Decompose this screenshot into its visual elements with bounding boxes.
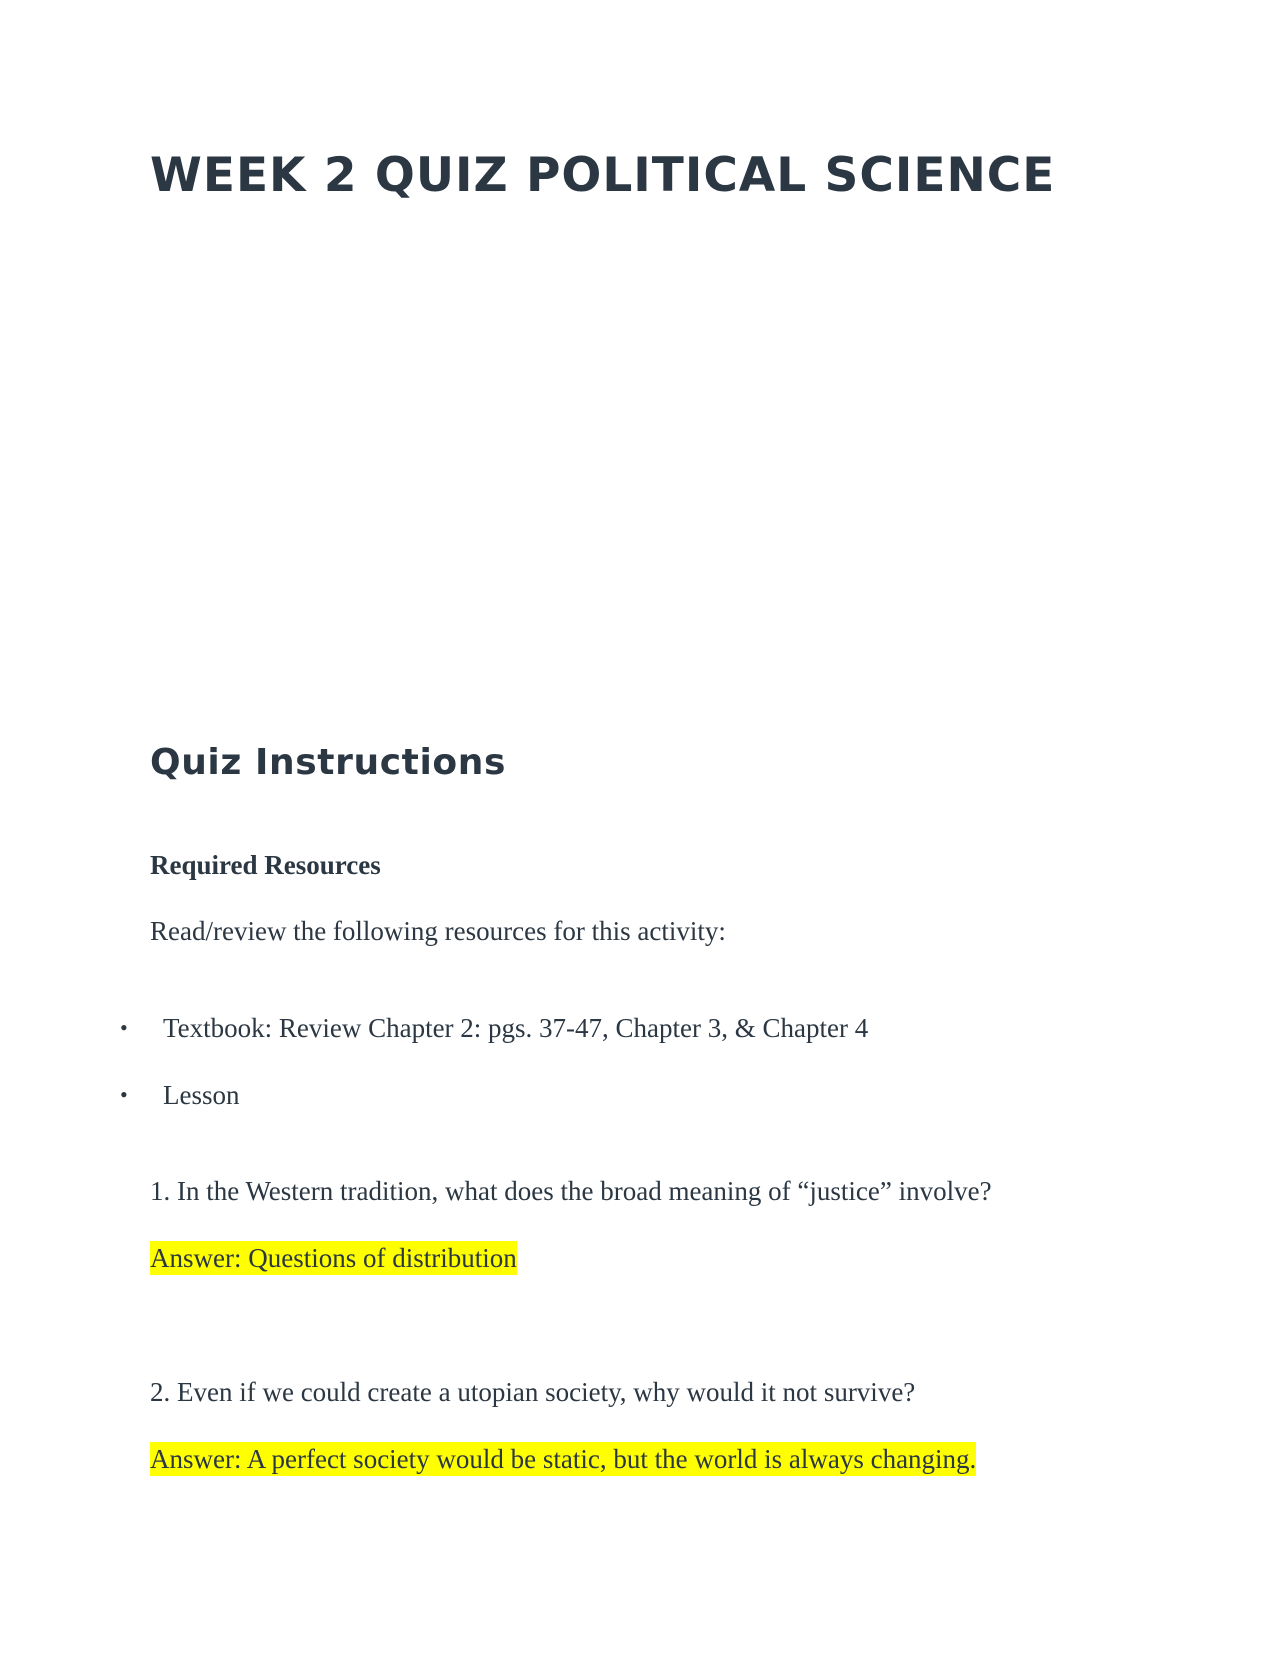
resource-text: Lesson [163, 1080, 240, 1110]
subheading-required-resources: Required Resources [150, 850, 381, 880]
document-title: WEEK 2 QUIZ POLITICAL SCIENCE [150, 148, 1056, 203]
bullet-icon: • [120, 1015, 128, 1040]
question-2: 2. Even if we could create a utopian society, why would it not survive? [150, 1377, 916, 1407]
bullet-icon: • [120, 1082, 128, 1107]
intro-text: Read/review the following resources for this activity: [150, 916, 726, 946]
section-heading-quiz-instructions: Quiz Instructions [150, 742, 506, 783]
resource-text: Textbook: Review Chapter 2: pgs. 37-47, Chapter 3, & Chapter 4 [163, 1013, 869, 1043]
answer-2-highlighted: Answer: A perfect society would be static, but the world is always changing. [150, 1444, 977, 1474]
question-1: 1. In the Western tradition, what does the broad meaning of “justice” involve? [150, 1176, 992, 1206]
answer-1-highlighted: Answer: Questions of distribution [150, 1243, 517, 1273]
